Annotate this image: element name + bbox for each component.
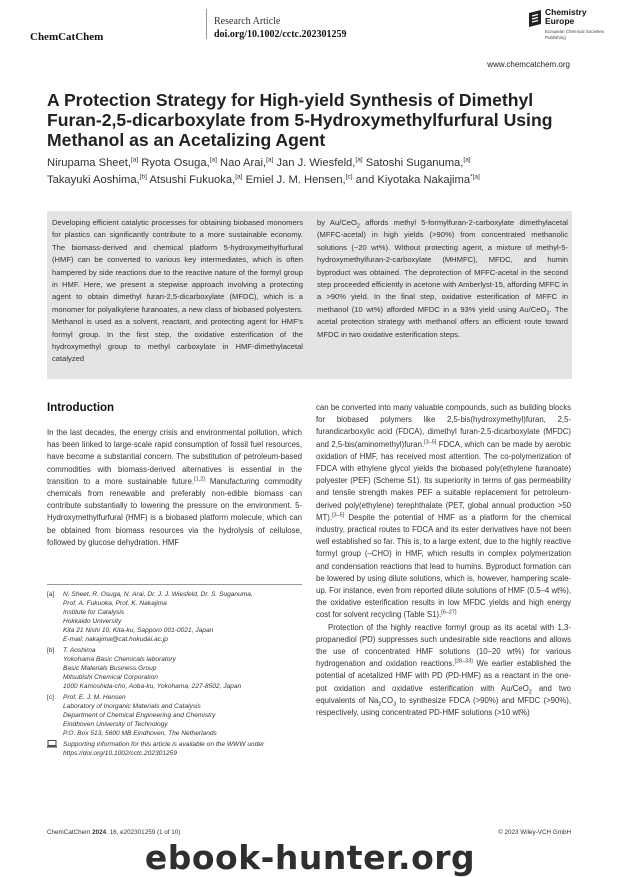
journal-name: ChemCatChem [30, 31, 104, 43]
chemistry-europe-logo [528, 10, 542, 27]
section-heading-introduction: Introduction [47, 402, 115, 414]
supporting-information-note: Supporting information for this article is available on the WWW under https://doi.org/10.1002/cctc.202301259 [47, 740, 302, 758]
publisher-subtitle: European Chemical Societies Publishing [545, 29, 605, 40]
affiliation-b: [b] T. Aoshima Yokohama Basic Chemicals laboratory Basic Materials Business Group Mitsubishi Chemical Corporation 1000 Kamoshida-cho, Aoba-ku, Yokohama, 227-8502, Japan [47, 647, 242, 690]
publisher-name: Chemistry Europe [545, 7, 587, 26]
header-divider [206, 9, 207, 39]
author: Ryota Osuga,[a] [141, 156, 217, 169]
affiliation-c: [c] Prof. E. J. M. Hensen Laboratory of Inorganic Materials and Catalysis Department of Chemical Engineering and Chemistry Eindhoven University of Technology P.O. Box 513, 5600 MB Eindhoven, The Netherlands [47, 694, 217, 737]
abstract-right-column: by Au/CeO$_2$ affords methyl 5-formylfuran-2-carboxylate dimethylacetal (MFFC-acetal) in high yields (>90%) from concentrated methanolic solutions (~20 wt%). Without protecting agent, a mixture of methyl-5-hydroxymethylfuran-2-carboxylate (MHMFC), MFDC, and humin byproduct was obtained. The deprotection of MFFC-acetal in the second step proceeded efficiently in acetone with Amberlyst-15, affording MFFC in a >90% yield. In the final step, oxidative esterification of MFFC in methanol (10 wt%) afforded MFDC in a 93% yield using Au/CeO$_2$. The acetal protection strategy with methanol offers an efficient route toward MFDC in two oxidative esterification steps. [317, 218, 569, 339]
citation[interactable]: [1,2] [194, 476, 205, 483]
abstract-box [47, 211, 572, 379]
citation[interactable]: [3–5] [332, 512, 345, 519]
author: Nao Arai,[a] [220, 156, 274, 169]
citation[interactable]: [3–5] [424, 439, 437, 446]
contact-email[interactable]: E-mail: nakajima@cat.hokudai.ac.jp [63, 636, 168, 643]
article-type: Research Article [214, 16, 281, 27]
abstract-left-column: Developing efficient catalytic processes for obtaining biobased monomers for plastics can significantly contribute to a more sustainable economy. The biomass-derived and chemical platform 5-hydroxymethylfurfural (HMF) can be converted to various key intermediates, which is often hampered by side reactions due to the reactive nature of the formyl group in HMF. Here, we present a stepwise approach involving a protecting agent to obtain dimethyl furan-2,5-dicarboxylate (MFDC), which is a monomer for polyalkylene furanoates, a new class of biobased polyesters. Methanol is used as a solvent, reactant, and protecting agent for HMF's formyl group. In the first step, the oxidative esterification of the hydroxymethyl group to methyl carboxylate in HMF-dimethylacetal catalyzed [52, 218, 303, 364]
article-title: A Protection Strategy for High-yield Synthesis of Dimethyl Furan-2,5-dicarboxylate from 5-Hydroxymethylfurfural Using Methanol as an Acetalizing Agent [47, 90, 553, 150]
computer-icon [47, 740, 57, 751]
author: Satoshi Suganuma,[a] [365, 156, 471, 169]
body-left-column [47, 427, 302, 549]
copyright: © 2023 Wiley-VCH GmbH [498, 829, 571, 836]
citation[interactable]: [28–33] [454, 658, 473, 665]
body-right-column [316, 402, 571, 719]
doi-link[interactable]: doi.org/10.1002/cctc.202301259 [214, 29, 347, 40]
supporting-info-link[interactable]: https://doi.org/10.1002/cctc.202301259 [63, 750, 178, 757]
paragraph: In the last decades, the energy crisis and environmental pollution, which has been linked to large-scale rapid consumption of fossil fuel resources, have become a substantial concern. The substitution of petroleum-based commodities with biomass-derived alternatives is essential in the transition to a more sustainable future.[1,2] Manufacturing commodity chemicals from renewable and preferably non-edible biomass can contribute substantially to lowering the pressure on the environment. 5-Hydroxymethylfurfural (HMF) is a biobased platform molecule, which can be obtained from biomass resources via the hydrolysis of cellulose, followed by glucose dehydration. HMF [47, 428, 302, 547]
journal-website[interactable]: www.chemcatchem.org [487, 60, 570, 69]
author: Jan J. Wiesfeld,[a] [276, 156, 363, 169]
watermark: ebook-hunter.org [144, 838, 476, 877]
author: Emiel J. M. Hensen,[c] [245, 173, 353, 186]
affiliation-footnotes [47, 590, 302, 760]
affiliation-a: [a] N. Sheet, R. Osuga, N. Arai, Dr. J. J. Wiesfeld, Dr. S. Suganuma, Prof. A. Fukuoka, Prof. K. Nakajima Institute for Catalysis Hokkaido University Kita 21 Nishi 10, Kita-ku, Sapporo 001-0021, Japan E-mail: nakajima@cat.hokudai.ac.jp [47, 590, 302, 644]
paragraph: can be converted into many valuable compounds, such as building blocks for biobased polymers like 2,5-bis(hydroxymethyl)furan, 2,5-furandicarboxylic acid (FDCA), dimethyl furan-2,5-dicarboxylate (MFDC) and 2,5-bis(aminomethyl)furan.[3–5] FDCA, which can be made by aerobic oxidation of HMF, has received most attention. The co-polymerization of FDCA with ethylene glycol yields the biobased poly(ethylene furanoate) polyester (PEF) (Scheme S1). Its superiority in terms of gas permeability and tensile strength makes PEF a suitable replacement for petroleum-derived poly(ethylene) terephthalate (PET, global annual production >50 MT).[3–5] Despite the potential of HMF as a platform for the chemical industry, practical routes to FDCA and its ester derivatives have not been well established so far. This is, to a large extent, due to the highly reactive formyl group (–CHO) in HMF, which results in complex polymerization and condensation reactions that lead to humins. Byproduct formation can be lowered by using dilute solutions, which is, however, hampering scale-up. For instance, even from reported dilute solutions of HMF (0.5–4 wt%), the oxidative esterification results in low MFDC yields and high energy cost for solvent recycling (Table S1).[6–27] [316, 403, 571, 620]
page-footer-citation: ChemCatChem 2024, 16, e202301259 (1 of 10) [47, 829, 181, 836]
author-list [47, 155, 587, 189]
citation[interactable]: [6–27] [441, 609, 457, 616]
author: Atsushi Fukuoka,[a] [149, 173, 243, 186]
author: Takayuki Aoshima,[b] [47, 173, 147, 186]
paragraph: Protection of the highly reactive formyl group as its acetal with 1,3-propanediol (PD) suppresses such undesirable side reactions and allows the use of concentrated HMF solutions (10–20 wt%) for various hydrogenation and oxidation reactions.[28–33] We earlier established the potential of acetalized HMF with PD (PD-HMF) as a reactant in the one-pot oxidation and oxidative esterification with Au/CeO$_2$ and two equivalents of $Na_2CO_3$ to synthesize FDCA (>90%) and MFDC (>90%), respectively, using concentrated PD-HMF solutions (>10 wt%) [316, 622, 571, 718]
author: and Kiyotaka Nakajima$^{*[a]}$ [355, 173, 480, 186]
author: Nirupama Sheet,[a] [47, 156, 139, 169]
footnote-divider [47, 584, 302, 585]
